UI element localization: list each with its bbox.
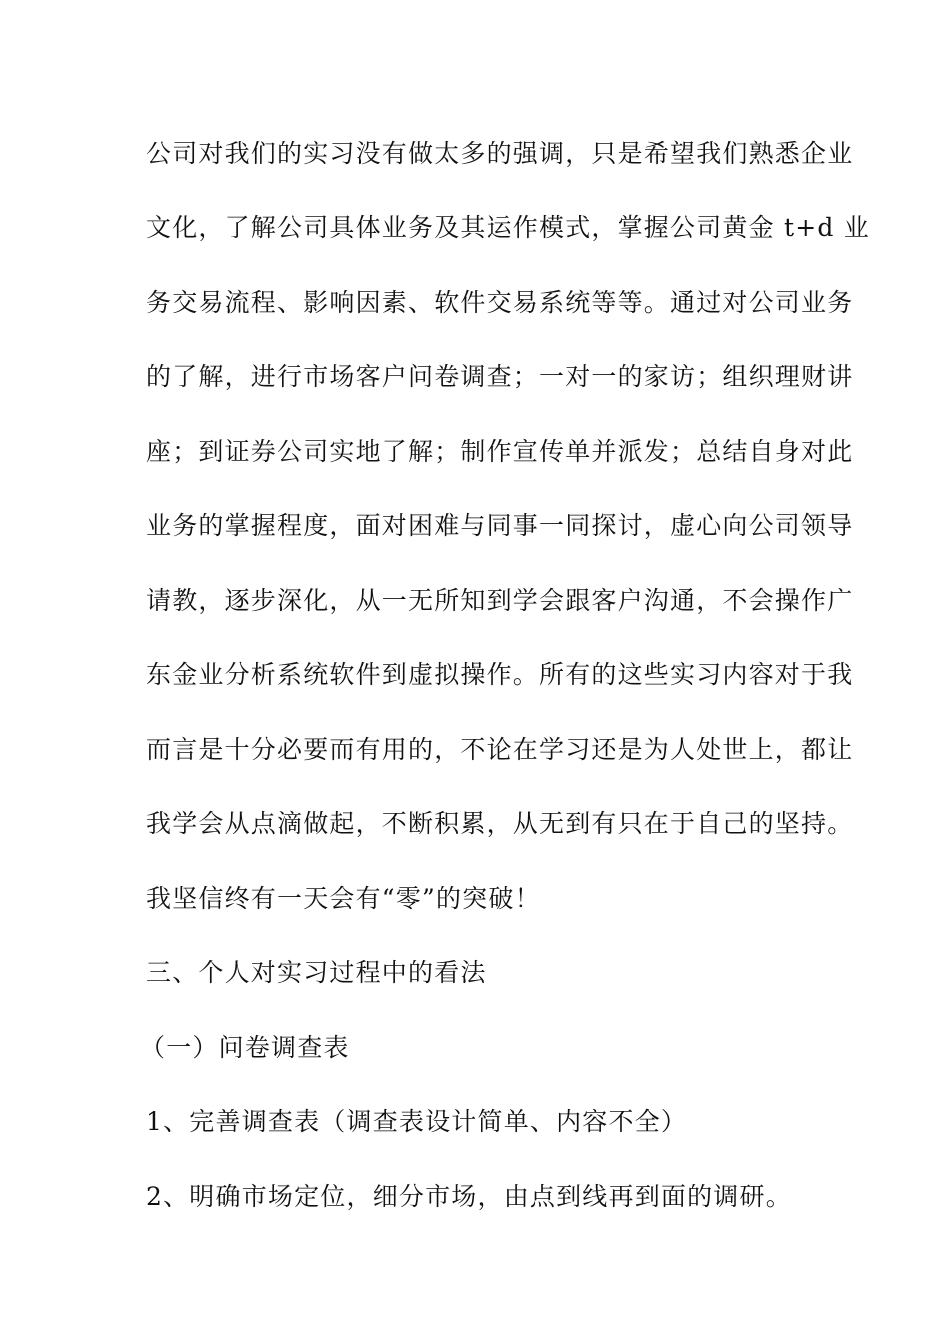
paragraph-line: 我坚信终有一天会有“零”的突破！ bbox=[146, 884, 541, 913]
subsection-heading: （一）问卷调查表 bbox=[140, 1033, 350, 1062]
paragraph-line: 公司对我们的实习没有做太多的强调，只是希望我们熟悉企业 bbox=[146, 139, 854, 168]
paragraph-line: 务交易流程、影响因素、软件交易系统等等。通过对公司业务 bbox=[146, 288, 854, 317]
section-heading: 三、个人对实习过程中的看法 bbox=[146, 958, 487, 987]
paragraph-line: 我学会从点滴做起，不断积累，从无到有只在于自己的坚持。 bbox=[146, 809, 854, 838]
paragraph-line: 而言是十分必要而有用的，不论在学习还是为人处世上，都让 bbox=[146, 735, 854, 764]
paragraph-line: 文化，了解公司具体业务及其运作模式，掌握公司黄金 t+d 业 bbox=[146, 213, 870, 242]
paragraph-line: 东金业分析系统软件到虚拟操作。所有的这些实习内容对于我 bbox=[146, 660, 854, 689]
paragraph-line: 业务的掌握程度，面对困难与同事一同探讨，虚心向公司领导 bbox=[146, 511, 854, 540]
paragraph-line: 的了解，进行市场客户问卷调查；一对一的家访；组织理财讲 bbox=[146, 362, 854, 391]
paragraph-line: 座；到证券公司实地了解；制作宣传单并派发；总结自身对此 bbox=[146, 437, 854, 466]
list-item: 2、明确市场定位，细分市场，由点到线再到面的调研。 bbox=[146, 1182, 792, 1211]
list-item: 1、完善调查表（调查表设计简单、内容不全） bbox=[146, 1107, 688, 1136]
paragraph-line: 请教，逐步深化，从一无所知到学会跟客户沟通，不会操作广 bbox=[146, 586, 854, 615]
